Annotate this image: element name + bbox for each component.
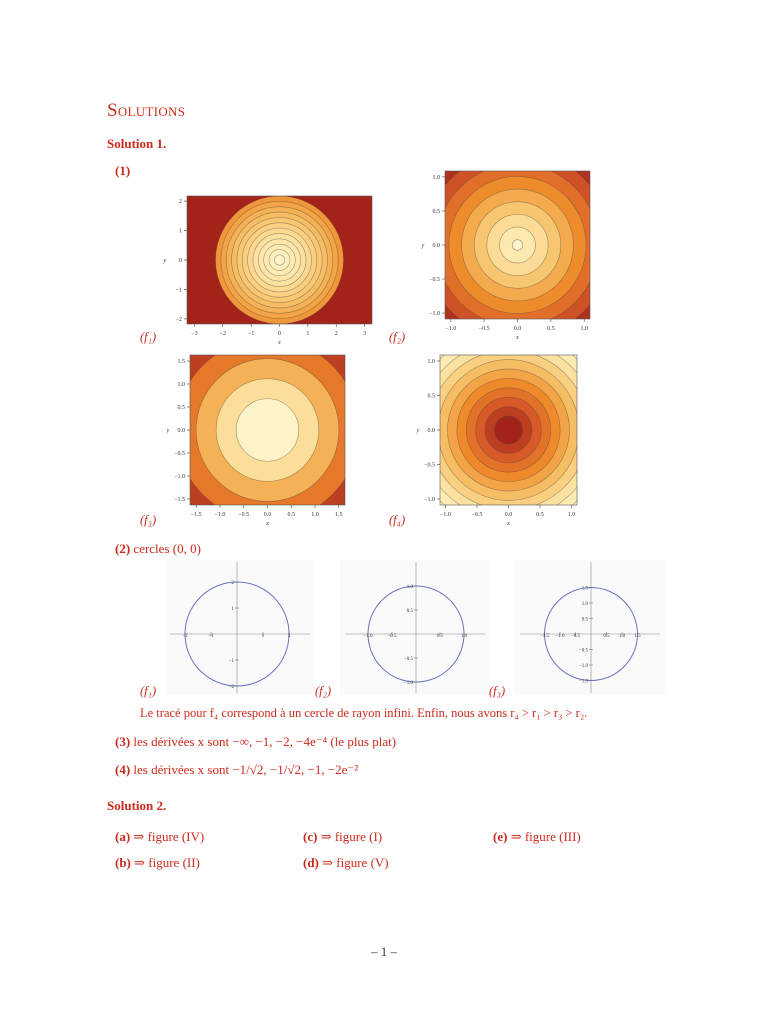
x-tick-label: −1.0 bbox=[555, 634, 565, 639]
plot-background bbox=[165, 560, 315, 695]
x-axis-label: x bbox=[266, 521, 269, 527]
x-tick-label: −0.5 bbox=[570, 634, 581, 639]
y-tick-label: 2 bbox=[179, 199, 182, 206]
y-tick-label: −0.5 bbox=[174, 451, 185, 457]
y-axis-label: y bbox=[421, 243, 425, 249]
x-tick-label: 2 bbox=[334, 331, 338, 337]
x-tick-label: −1.0 bbox=[363, 634, 373, 639]
x-tick-label: 0.5 bbox=[536, 512, 544, 518]
y-tick-label: −1.0 bbox=[424, 497, 435, 503]
part-3 bbox=[115, 734, 396, 750]
solution-2-heading: Solution 2. bbox=[107, 798, 167, 813]
sol2-item-label: (a) bbox=[115, 829, 131, 844]
y-tick-label: 1.5 bbox=[177, 359, 185, 365]
y-tick-label: −1.0 bbox=[578, 664, 588, 669]
solution-1-heading: Solution 1. bbox=[107, 136, 167, 151]
x-tick-label: 0.5 bbox=[603, 634, 610, 639]
x-tick-label: 1.0 bbox=[311, 512, 319, 518]
y-tick-label: 1 bbox=[179, 228, 182, 235]
contour-plot-f3 bbox=[165, 350, 360, 533]
contour-level bbox=[512, 240, 523, 251]
y-tick-label: −1.5 bbox=[578, 679, 588, 685]
sol2-item-b bbox=[115, 855, 200, 871]
y-tick-label: −1.0 bbox=[403, 681, 413, 686]
caption-f2: (f₂) bbox=[389, 330, 406, 344]
contour-level bbox=[236, 399, 298, 461]
y-tick-label: 1.0 bbox=[406, 585, 413, 590]
contour-plot-f2 bbox=[400, 166, 600, 349]
x-tick-label: −1.5 bbox=[190, 512, 202, 518]
part-2-label: (2) bbox=[115, 541, 131, 556]
x-tick-label: 0.5 bbox=[287, 512, 296, 518]
y-tick-label: 2 bbox=[231, 581, 234, 586]
y-tick-label: 1.0 bbox=[581, 602, 588, 607]
part-2-text: cercles (0, 0) bbox=[133, 541, 201, 556]
sol2-item-text: ⇒ figure (I) bbox=[320, 829, 383, 844]
y-tick-label: 0.5 bbox=[432, 208, 440, 215]
x-tick-label: −3 bbox=[191, 331, 198, 337]
x-tick-label: 1.5 bbox=[634, 634, 641, 639]
y-axis-label: y bbox=[416, 428, 420, 434]
x-tick-label: −1.5 bbox=[539, 634, 550, 639]
part-2 bbox=[115, 541, 201, 557]
circle-caption-f1: (f₁) bbox=[140, 684, 157, 698]
y-tick-label: 1 bbox=[231, 607, 234, 612]
sol2-item-label: (b) bbox=[115, 855, 131, 870]
plot-background bbox=[340, 560, 490, 695]
caption-f1: (f₁) bbox=[140, 330, 157, 344]
x-tick-label: 1.0 bbox=[567, 512, 576, 518]
x-tick-label: −0.5 bbox=[471, 512, 483, 518]
y-tick-label: −1.0 bbox=[174, 474, 185, 480]
y-tick-label: 1.0 bbox=[177, 382, 185, 388]
y-tick-label: 1.0 bbox=[427, 359, 435, 365]
x-tick-label: −0.5 bbox=[387, 634, 397, 639]
x-tick-label: −1.0 bbox=[214, 512, 226, 518]
sol2-item-text: ⇒ figure (II) bbox=[134, 855, 200, 870]
sol2-item-text: ⇒ figure (IV) bbox=[133, 829, 205, 844]
part-4-text: les dérivées x sont −1/√2, −1/√2, −1, −2e⁻² bbox=[133, 762, 359, 777]
part-3-label: (3) bbox=[115, 734, 131, 749]
y-tick-label: −2 bbox=[175, 316, 182, 323]
caption-f3: (f₃) bbox=[140, 513, 157, 527]
circle-caption-f2: (f₂) bbox=[315, 684, 332, 698]
x-tick-label: 2 bbox=[287, 634, 291, 639]
contour-level bbox=[274, 255, 284, 265]
sol2-item-text: ⇒ figure (V) bbox=[322, 855, 389, 870]
y-tick-label: −0.5 bbox=[403, 657, 413, 662]
y-axis-label: y bbox=[166, 428, 170, 434]
circle-caption-f3: (f₃) bbox=[489, 684, 506, 698]
y-tick-label: 1.5 bbox=[581, 586, 588, 592]
y-tick-label: −0.5 bbox=[578, 648, 588, 654]
x-tick-label: 1.5 bbox=[335, 512, 343, 518]
x-tick-label: 0.0 bbox=[504, 512, 513, 518]
y-axis-label: y bbox=[163, 258, 167, 264]
y-tick-label: 1.0 bbox=[432, 174, 440, 181]
x-tick-label: 1.0 bbox=[618, 634, 626, 639]
x-tick-label: 1.0 bbox=[460, 634, 468, 639]
x-tick-label: −1 bbox=[208, 634, 214, 639]
x-tick-label: 0.5 bbox=[547, 326, 555, 332]
y-tick-label: 0.0 bbox=[177, 428, 185, 434]
x-axis-label: x bbox=[516, 335, 519, 341]
x-tick-label: −1.0 bbox=[440, 512, 451, 518]
y-tick-label: −0.5 bbox=[429, 277, 440, 284]
y-tick-label: 0.0 bbox=[427, 428, 435, 434]
x-tick-label: 1 bbox=[306, 331, 310, 337]
contour-plot-f4 bbox=[400, 350, 585, 533]
sol2-item-d bbox=[303, 855, 389, 871]
x-tick-label: −0.5 bbox=[478, 326, 490, 332]
contour-level bbox=[494, 416, 522, 444]
part-4-label: (4) bbox=[115, 762, 131, 777]
x-tick-label: −2 bbox=[219, 331, 226, 337]
part-3-text: les dérivées x sont −∞, −1, −2, −4e⁻⁴ (le plus plat) bbox=[133, 734, 397, 749]
sol2-item-label: (e) bbox=[493, 829, 508, 844]
x-tick-label: 0.0 bbox=[513, 326, 522, 332]
sol2-item-a bbox=[115, 829, 204, 845]
sol2-item-label: (d) bbox=[303, 855, 319, 870]
y-tick-label: −1.0 bbox=[429, 311, 440, 318]
y-tick-label: 0.5 bbox=[581, 617, 588, 623]
y-tick-label: −0.5 bbox=[424, 462, 435, 469]
part-1-label: (1) bbox=[115, 163, 131, 178]
plot-background bbox=[515, 560, 665, 695]
x-tick-label: −1.0 bbox=[445, 326, 457, 332]
contour-fill-group bbox=[187, 196, 372, 324]
y-tick-label: −1 bbox=[175, 287, 182, 294]
x-tick-label: 1 bbox=[261, 634, 265, 639]
y-tick-label: 0.5 bbox=[427, 393, 435, 400]
x-tick-label: −1 bbox=[247, 331, 255, 337]
y-tick-label: 0 bbox=[179, 258, 182, 264]
y-tick-label: −1 bbox=[228, 659, 234, 664]
y-tick-label: −1.5 bbox=[174, 497, 185, 503]
x-tick-label: 3 bbox=[363, 331, 367, 337]
x-tick-label: 0.0 bbox=[263, 512, 272, 518]
sol2-item-e bbox=[493, 829, 581, 845]
part-2-note: Le tracé pour f₄ correspond à un cercle de rayon infini. Enfin, nous avons r₄ > r₁ > r₃ > r₂. bbox=[140, 706, 588, 720]
circle-plot-f2 bbox=[340, 560, 490, 700]
x-tick-label: −2 bbox=[182, 634, 188, 639]
y-tick-label: 0.0 bbox=[432, 243, 440, 249]
section-title: Solutions bbox=[107, 100, 186, 121]
x-tick-label: 0.5 bbox=[436, 634, 444, 639]
x-tick-label: 0 bbox=[278, 331, 281, 337]
x-tick-label: −0.5 bbox=[238, 512, 250, 518]
y-tick-label: 0.5 bbox=[406, 609, 413, 614]
contour-plot-f1 bbox=[165, 186, 380, 349]
circle-plot-f1 bbox=[165, 560, 315, 700]
x-axis-label: x bbox=[507, 521, 510, 527]
sol2-item-label: (c) bbox=[303, 829, 318, 844]
x-axis-label: x bbox=[278, 340, 281, 346]
sol2-item-c bbox=[303, 829, 382, 845]
circle-plot-f3 bbox=[515, 560, 665, 700]
caption-f4: (f₄) bbox=[389, 513, 406, 527]
sol2-item-text: ⇒ figure (III) bbox=[510, 829, 581, 844]
x-tick-label: 1.0 bbox=[580, 326, 588, 332]
page-number: – 1 – bbox=[371, 944, 397, 959]
part-4 bbox=[115, 762, 358, 778]
y-tick-label: −2 bbox=[228, 685, 234, 690]
y-tick-label: 0.5 bbox=[177, 405, 185, 411]
